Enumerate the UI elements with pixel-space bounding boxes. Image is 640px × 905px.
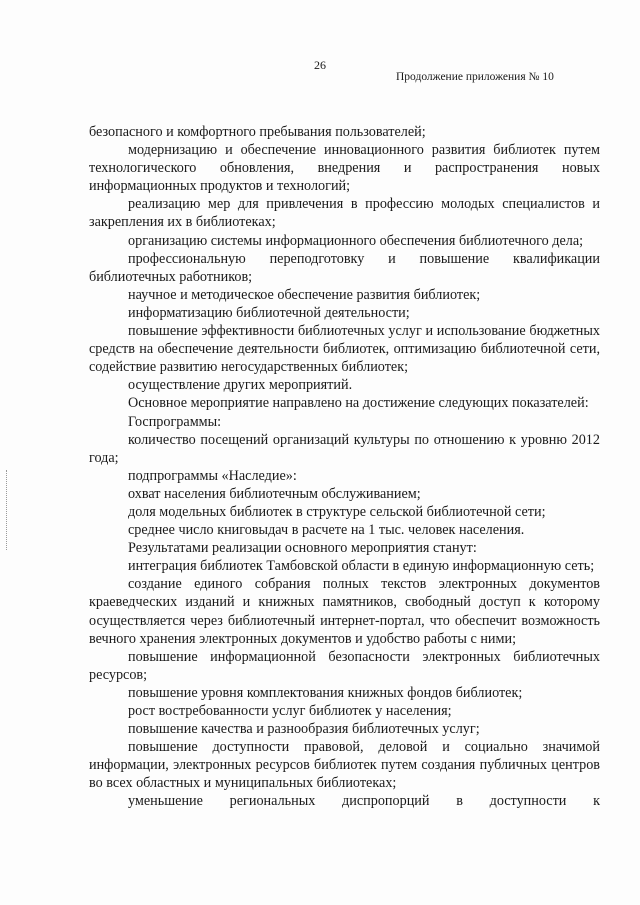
paragraph: доля модельных библиотек в структуре сельской библиотечной сети; [128,503,546,520]
paragraph: Госпрограммы: [128,413,222,430]
paragraph: повышение уровня комплектования книжных фондов библиотек; [128,684,523,701]
paragraph: повышение эффективности библиотечных услуг и использование бюджетных средств на обеспечение деятельности библиотек, оптимизацию библиотечной сети, содействие развитию негосударственных библиотек; [89,323,600,376]
paragraph: Основное мероприятие направлено на достижение следующих показателей: [128,395,589,412]
paragraph: информатизацию библиотечной деятельности; [128,304,410,321]
paragraph: рост востребованности услуг библиотек у населения; [128,703,452,719]
paragraph: создание единого собрания полных текстов электронных документов краеведческих изданий и книжных памятников, свободный доступ к которому осуществляется через библиотечный интернет-портал, что обеспечит возможность вечного хранения электронных документов и удобство работы с ними; [89,576,600,647]
paragraph: модернизацию и обеспечение инновационного развития библиотек путем технологического обновления, внедрения и распространения новых информационных продуктов и технологий; [89,142,600,195]
paragraph: охват населения библиотечным обслуживанием; [128,485,421,502]
paragraph: реализацию мер для привлечения в профессию молодых специалистов и закрепления их в библиотеках; [89,196,600,231]
paragraph: повышение доступности правовой, деловой и социально значимой информации, электронных ресурсов библиотек путем создания публичных центров во всех областных и муниципальных библиотеках; [89,739,600,792]
paragraph: повышение информационной безопасности электронных библиотечных ресурсов; [89,648,600,683]
paragraph: среднее число книговыдач в расчете на 1 тыс. человек населения. [128,522,525,539]
page-number: 26 [314,58,326,72]
paragraph: научное и методическое обеспечение развития библиотек; [128,286,481,303]
document-body [89,123,600,811]
appendix-continuation-note: Продолжение приложения № 10 [396,71,554,83]
paragraph: организацию системы информационного обеспечения библиотечного дела; [128,232,584,249]
paragraph: уменьшение региональных диспропорций в доступности к [128,793,600,810]
left-margin-marks [6,470,9,550]
paragraph: профессиональную переподготовку и повышение квалификации библиотечных работников; [89,250,600,285]
paragraph: Результатами реализации основного мероприятия станут: [128,540,477,557]
paragraph: осуществление других мероприятий. [128,377,353,394]
paragraph: интеграция библиотек Тамбовской области в единую информационную сеть; [128,558,595,575]
paragraph: повышение качества и разнообразия библиотечных услуг; [128,721,480,738]
paragraph: подпрограммы «Наследие»: [128,467,297,484]
paragraph: безопасного и комфортного пребывания пользователей; [89,124,426,140]
paragraph: количество посещений организаций культуры по отношению к уровню 2012 года; [89,431,600,466]
